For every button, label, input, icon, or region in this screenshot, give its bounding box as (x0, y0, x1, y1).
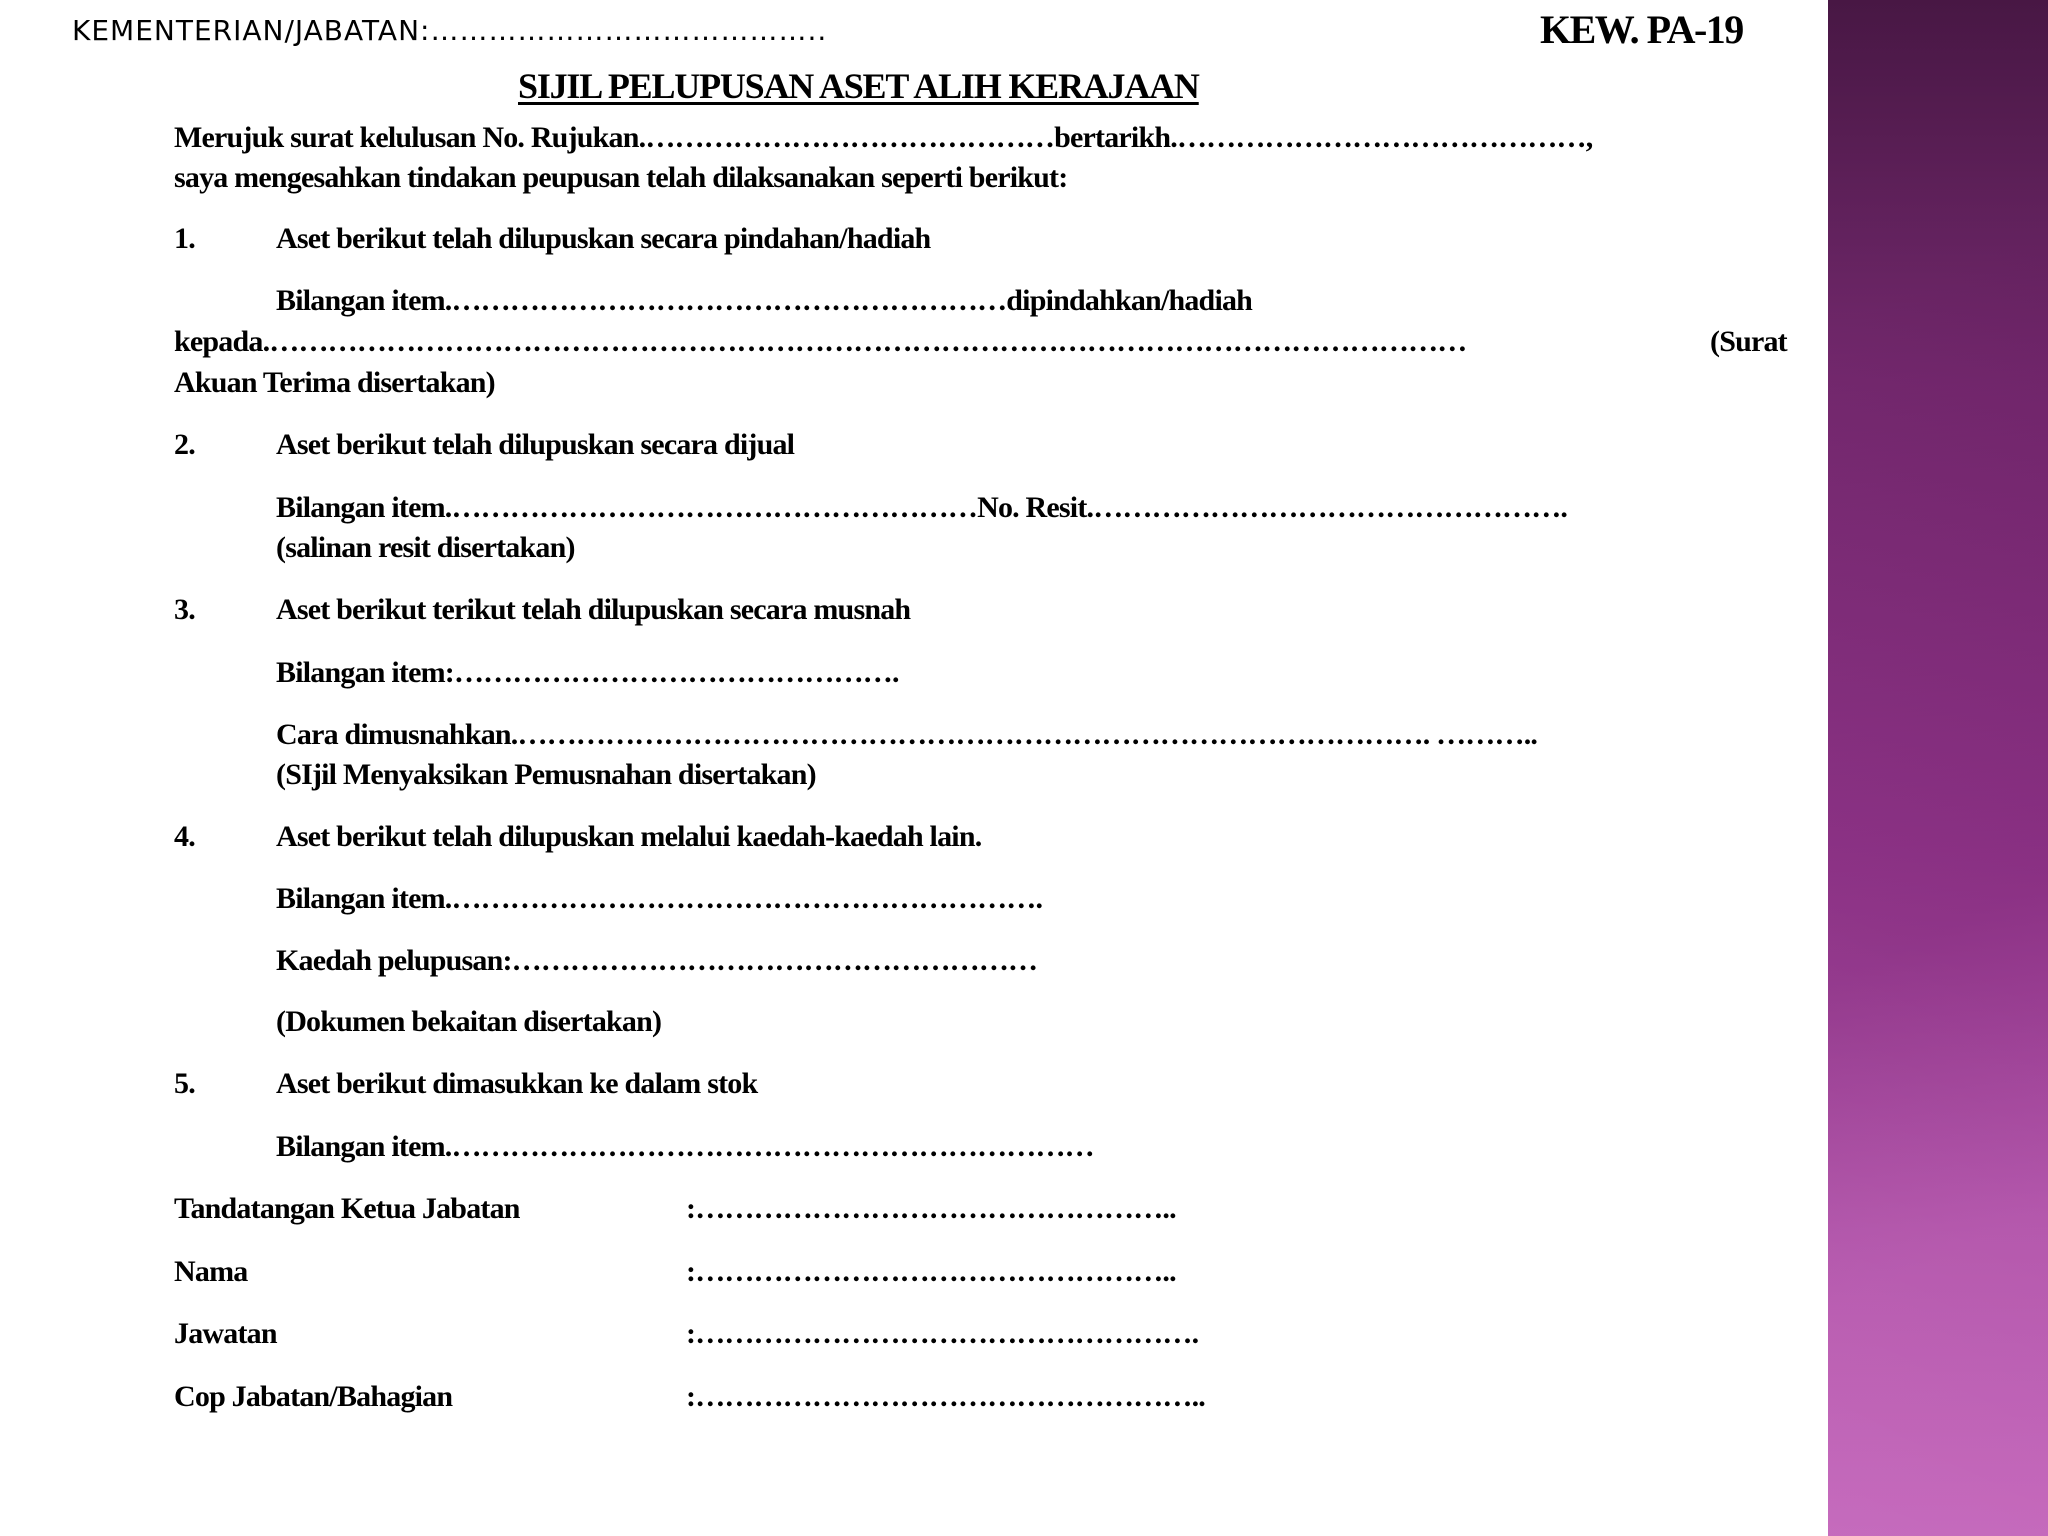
section-2-note: (salinan resit disertakan) (276, 531, 575, 564)
form-code: KEW. PA-19 (1540, 7, 1743, 52)
decorative-side-band (1828, 0, 2048, 1536)
section-5-number: 5. (174, 1067, 195, 1100)
signature-label: Tandatangan Ketua Jabatan (174, 1192, 520, 1225)
intro-line-2: saya mengesahkan tindakan peupusan telah dilaksanakan seperti berikut: (174, 161, 1068, 194)
position-value: :……………………………………………. (686, 1317, 1199, 1350)
section-3-method: Cara dimusnahkan.…………………………………………………………………………………. ……….. (276, 718, 1538, 751)
ministry-field: KEMENTERIAN/JABATAN:………………………………….. (72, 14, 828, 47)
position-label: Jawatan (174, 1317, 277, 1350)
section-1-number: 1. (174, 222, 195, 255)
section-4-number: 4. (174, 820, 195, 853)
section-1-item-count: Bilangan item.…………………………………………………dipindahkan/hadiah (276, 284, 1253, 317)
section-4-method: Kaedah pelupusan:……………………………………………… (276, 944, 1038, 977)
section-1-note: Akuan Terima disertakan) (174, 366, 495, 399)
intro-line-1: Merujuk surat kelulusan No. Rujukan.……………………………………bertarikh.……………………………………, (174, 121, 1593, 154)
stamp-label: Cop Jabatan/Bahagian (174, 1380, 453, 1413)
stamp-value: :…………………………………………….. (686, 1380, 1205, 1413)
section-5-item-count: Bilangan item.………………………………………………………… (276, 1130, 1094, 1163)
section-1-heading: Aset berikut telah dilupuskan secara pindahan/hadiah (276, 222, 931, 255)
section-2-number: 2. (174, 428, 195, 461)
section-1-recipient: kepada.…………………………………………………………………………………………………………… (174, 325, 1467, 358)
name-value: :………………………………………….. (686, 1255, 1176, 1288)
section-4-item-count: Bilangan item.……………………………………………………. (276, 882, 1043, 915)
section-3-item-count: Bilangan item:………………………………………. (276, 656, 899, 689)
signature-value: :………………………………………….. (686, 1192, 1176, 1225)
section-5-heading: Aset berikut dimasukkan ke dalam stok (276, 1067, 758, 1100)
section-4-note: (Dokumen bekaitan disertakan) (276, 1005, 662, 1038)
name-label: Nama (174, 1255, 248, 1288)
page-title: SIJIL PELUPUSAN ASET ALIH KERAJAAN (518, 66, 1199, 106)
section-3-note: (SIjil Menyaksikan Pemusnahan disertakan) (276, 758, 816, 791)
section-2-item-count: Bilangan item.………………………………………………No. Resit.…………………………………………. (276, 491, 1568, 524)
section-3-heading: Aset berikut terikut telah dilupuskan secara musnah (276, 593, 911, 626)
section-2-heading: Aset berikut telah dilupuskan secara dijual (276, 428, 795, 461)
section-1-note-start: (Surat (1710, 325, 1787, 358)
section-4-heading: Aset berikut telah dilupuskan melalui kaedah-kaedah lain. (276, 820, 982, 853)
section-3-number: 3. (174, 593, 195, 626)
